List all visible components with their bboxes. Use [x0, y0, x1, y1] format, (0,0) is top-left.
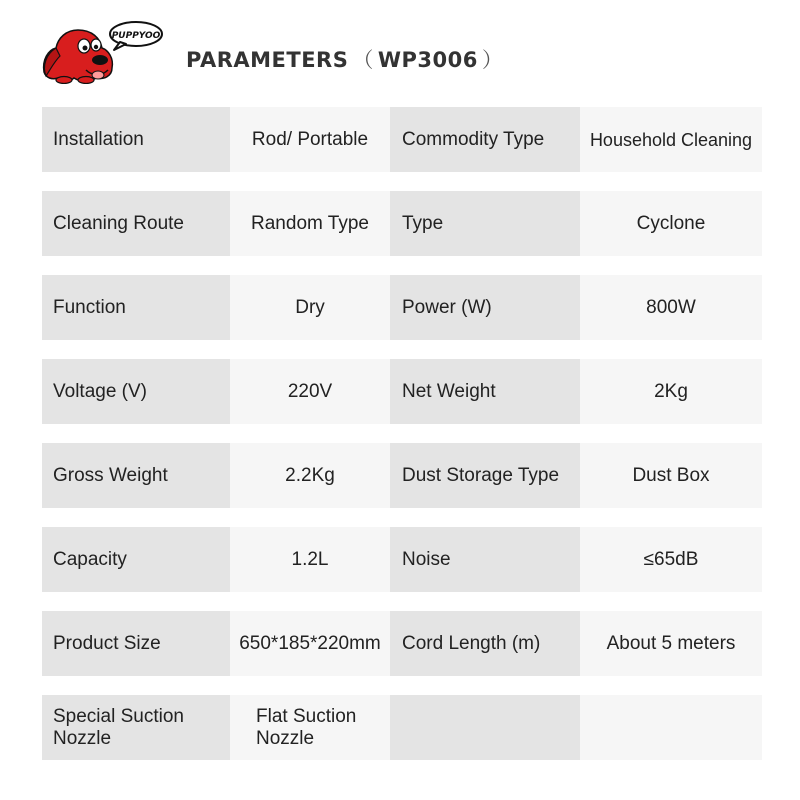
table-row: [42, 443, 762, 508]
param-label: Function: [42, 275, 230, 340]
dog-logo-icon: [40, 20, 165, 84]
puppyoo-logo: [40, 20, 165, 84]
param-value: 1.2L: [230, 527, 390, 592]
parameters-table: [42, 107, 762, 779]
param-label: Gross Weight: [42, 443, 230, 508]
param-label: Capacity: [42, 527, 230, 592]
param-label: Dust Storage Type: [390, 443, 580, 508]
param-label: Cord Length (m): [390, 611, 580, 676]
param-label: Noise: [390, 527, 580, 592]
param-value: About 5 meters: [580, 611, 762, 676]
table-row: [42, 275, 762, 340]
param-value: 800W: [580, 275, 762, 340]
param-label: Special Suction Nozzle: [42, 695, 230, 760]
param-label: Type: [390, 191, 580, 256]
table-row: [42, 527, 762, 592]
param-label: Product Size: [42, 611, 230, 676]
header: [0, 0, 800, 100]
param-value: 2Kg: [580, 359, 762, 424]
param-value: 650*185*220mm: [230, 611, 390, 676]
param-value: Random Type: [230, 191, 390, 256]
param-value: ≤65dB: [580, 527, 762, 592]
param-value: Dry: [230, 275, 390, 340]
param-label: Installation: [42, 107, 230, 172]
param-label: Net Weight: [390, 359, 580, 424]
title-model: WP3006: [377, 48, 478, 72]
table-row: [42, 191, 762, 256]
param-value: Rod/ Portable: [230, 107, 390, 172]
table-row: [42, 359, 762, 424]
param-label: Commodity Type: [390, 107, 580, 172]
table-row: [42, 611, 762, 676]
page-title: [186, 44, 507, 74]
table-row: [42, 107, 762, 172]
table-row: [42, 695, 762, 760]
param-label: Power (W): [390, 275, 580, 340]
param-value: Household Cleaning: [580, 107, 762, 172]
param-value: Dust Box: [580, 443, 762, 508]
param-value: [580, 695, 762, 760]
param-value: 2.2Kg: [230, 443, 390, 508]
logo-text: PUPPYOO: [111, 31, 161, 41]
title-main: PARAMETERS: [186, 48, 349, 72]
param-label: Voltage (V): [42, 359, 230, 424]
param-label: [390, 695, 580, 760]
title-close-paren: ）: [481, 48, 504, 72]
param-label: Cleaning Route: [42, 191, 230, 256]
param-value: 220V: [230, 359, 390, 424]
param-value: Cyclone: [580, 191, 762, 256]
param-value: Flat Suction Nozzle: [230, 695, 390, 760]
title-open-paren: （: [352, 48, 374, 72]
